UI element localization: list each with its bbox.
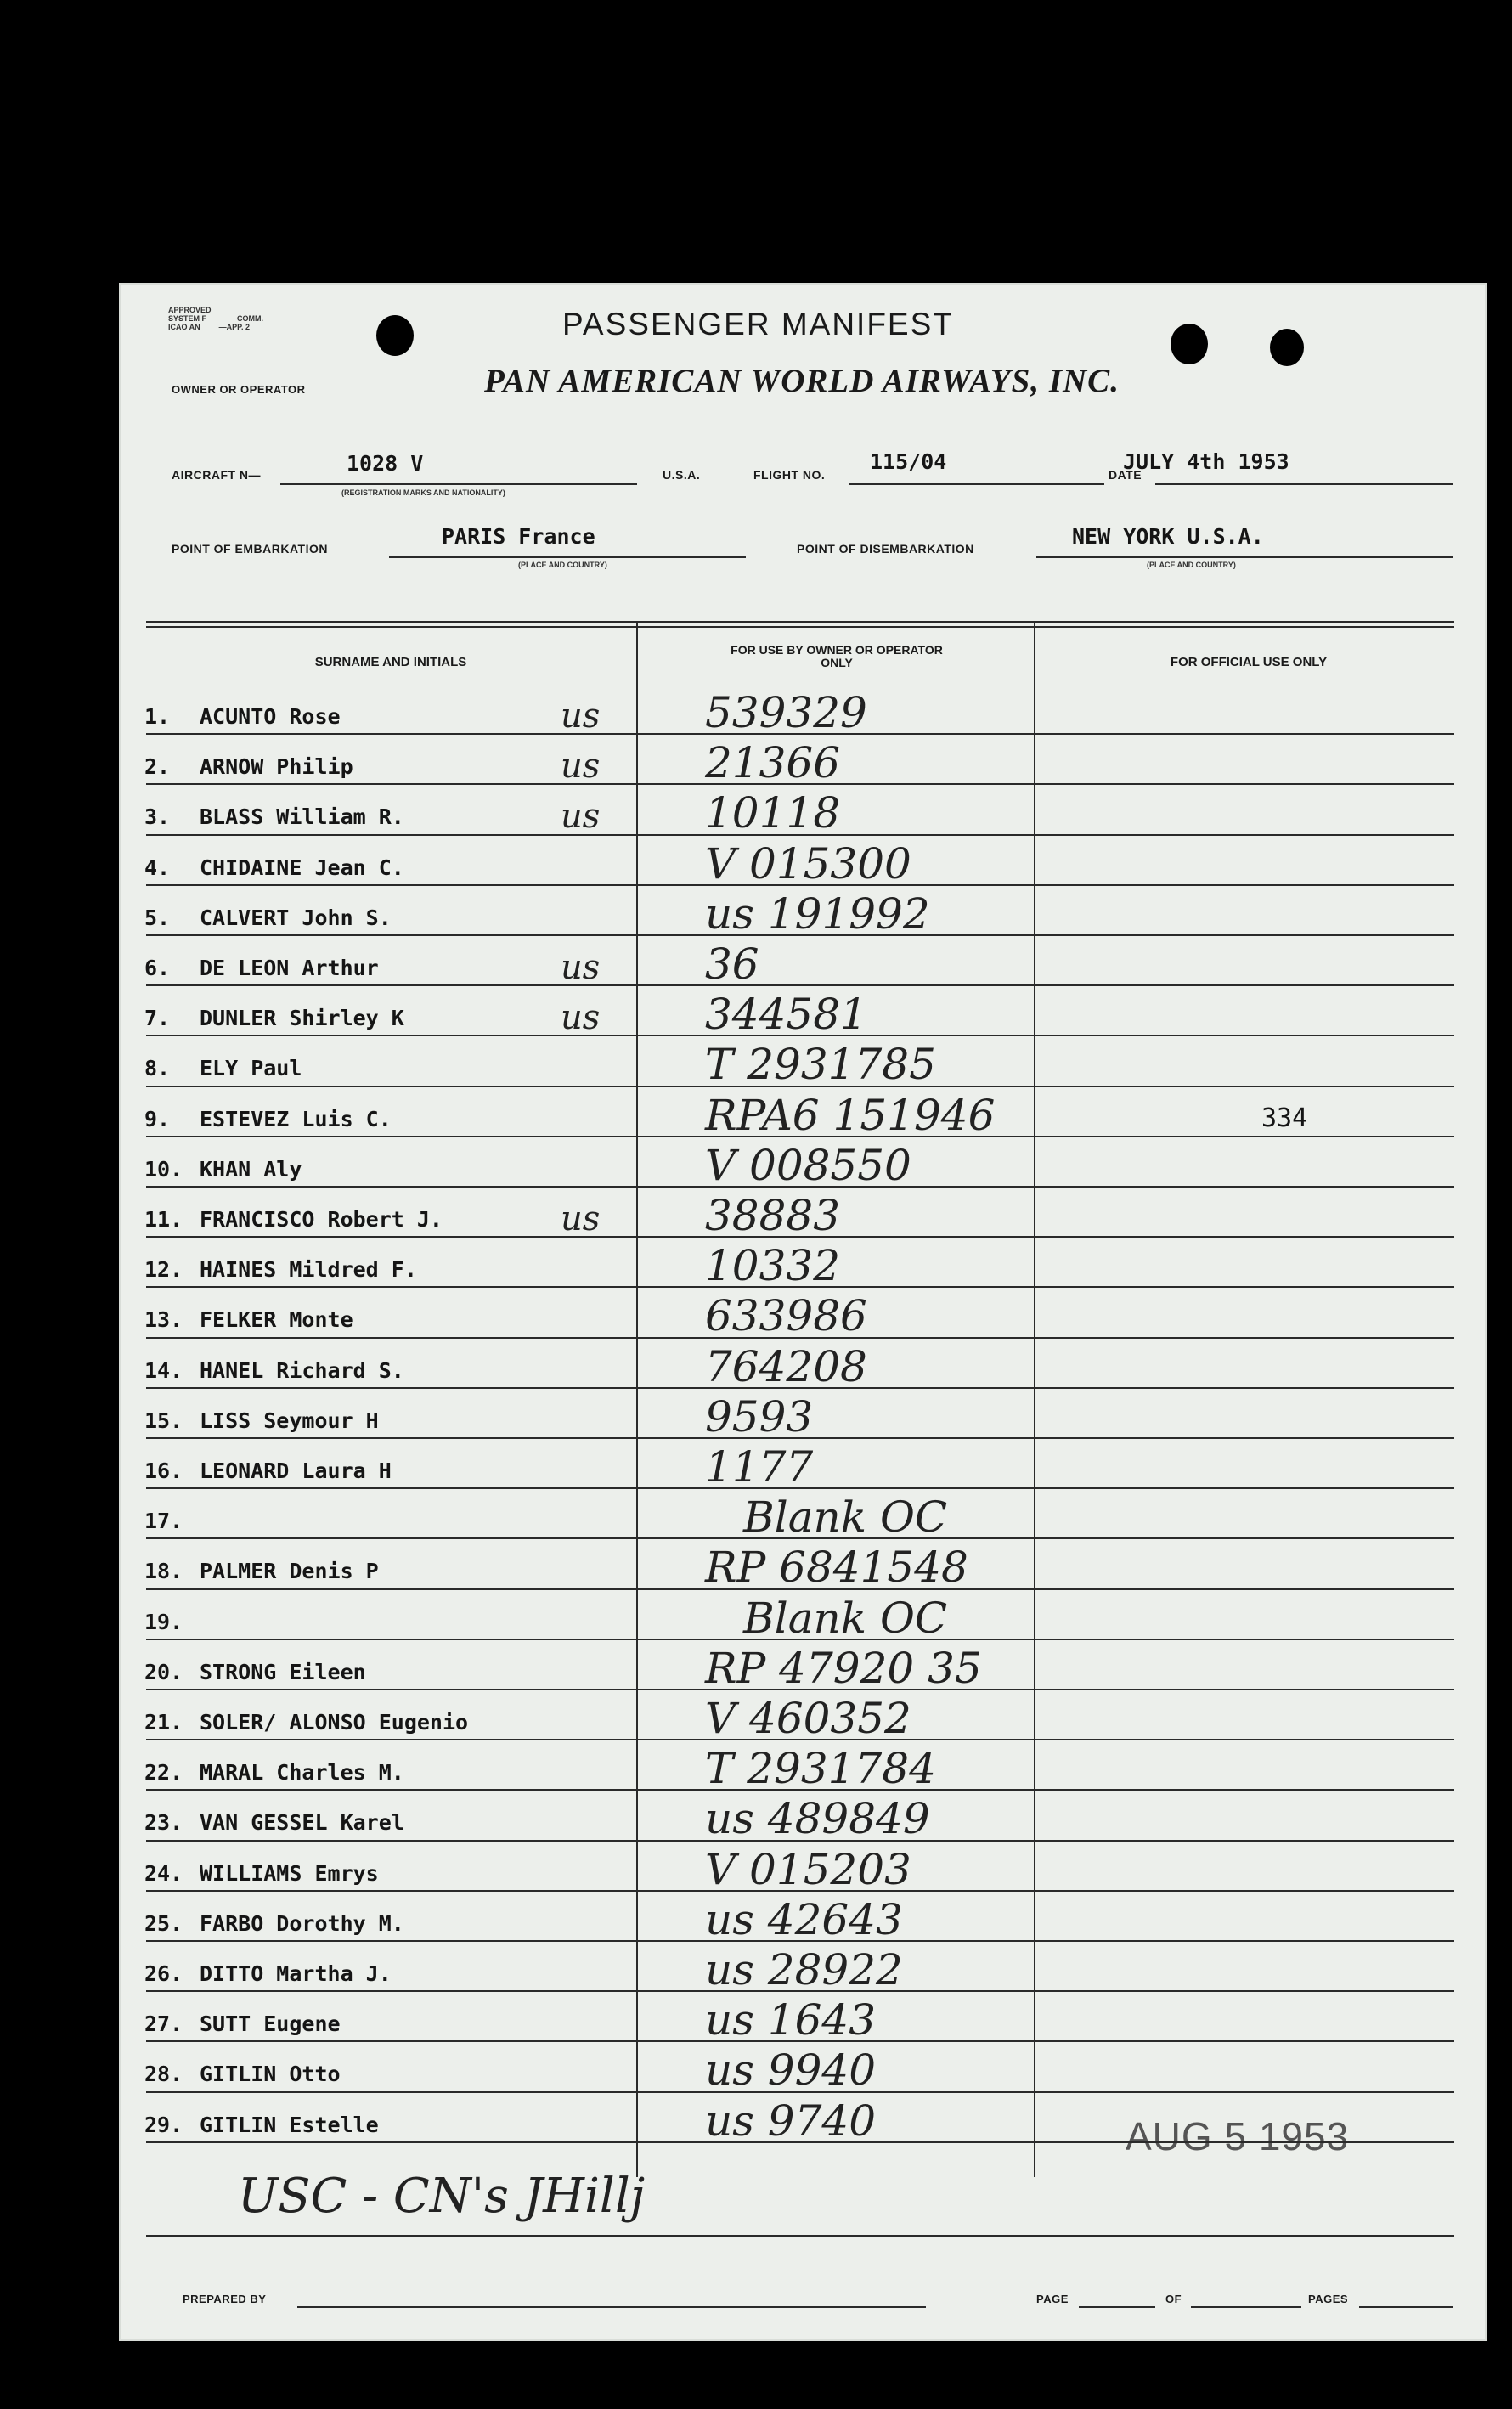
row-number: 29. xyxy=(144,2112,183,2137)
passenger-name: BLASS William R. xyxy=(200,804,404,830)
ticket-number: RPA6 151946 xyxy=(705,1090,996,1140)
passenger-row xyxy=(119,1893,1487,1944)
flight-value: 115/04 xyxy=(870,449,947,474)
row-number: 1. xyxy=(144,704,171,729)
ticket-number: Blank OC xyxy=(743,1492,948,1543)
row-number: 19. xyxy=(144,1609,183,1634)
passenger-row xyxy=(119,2095,1487,2146)
ticket-number: 10118 xyxy=(705,788,841,838)
status-mark: us xyxy=(561,797,601,837)
approval-line: —APP. 2 xyxy=(218,323,251,331)
ticket-number: 10332 xyxy=(705,1241,841,1291)
row-number: 6. xyxy=(144,956,171,980)
page-label: PAGE xyxy=(1036,2293,1069,2305)
row-number: 11. xyxy=(144,1207,183,1232)
passenger-name: LEONARD Laura H xyxy=(200,1458,392,1483)
row-number: 20. xyxy=(144,1659,183,1684)
manifest-page xyxy=(119,283,1487,2341)
ticket-number: 38883 xyxy=(705,1191,841,1240)
row-number: 13. xyxy=(144,1307,183,1333)
page-title: PASSENGER MANIFEST xyxy=(562,307,954,341)
approval-line: APPROVED xyxy=(168,306,212,314)
ticket-number: us 1643 xyxy=(705,1995,877,2045)
passenger-name: STRONG Eileen xyxy=(200,1659,366,1684)
ticket-number: us 28922 xyxy=(705,1945,903,1994)
row-number: 28. xyxy=(144,2062,183,2087)
pages-label: PAGES xyxy=(1308,2293,1349,2305)
passenger-row xyxy=(119,686,1487,737)
passenger-name: MARAL Charles M. xyxy=(200,1760,404,1786)
column-header-surname: SURNAME AND INITIALS xyxy=(314,655,467,669)
row-number: 9. xyxy=(144,1106,171,1131)
row-number: 21. xyxy=(144,1710,183,1735)
passenger-row xyxy=(119,1994,1487,2045)
passenger-row xyxy=(119,888,1487,939)
punch-hole-left xyxy=(376,315,414,356)
passenger-row xyxy=(119,736,1487,787)
ticket-number: 36 xyxy=(705,939,759,989)
date-label: DATE xyxy=(1109,468,1142,482)
row-number: 7. xyxy=(144,1006,171,1031)
passenger-row xyxy=(119,1742,1487,1793)
row-number: 10. xyxy=(144,1156,183,1182)
ticket-number: us 9940 xyxy=(705,2045,877,2096)
passenger-name: LISS Seymour H xyxy=(200,1408,379,1433)
passenger-row xyxy=(119,787,1487,838)
passenger-name: DUNLER Shirley K xyxy=(200,1006,404,1031)
usa-label: U.S.A. xyxy=(663,468,701,482)
passenger-name: FARBO Dorothy M. xyxy=(200,1910,404,1936)
owner-label: OWNER OR OPERATOR xyxy=(172,383,306,396)
row-number: 26. xyxy=(144,1961,183,1986)
passenger-row xyxy=(119,1792,1487,1843)
disembark-label: POINT OF DISEMBARKATION xyxy=(797,542,974,556)
approval-block xyxy=(168,306,304,331)
ticket-number: V 008550 xyxy=(705,1140,911,1190)
row-number: 5. xyxy=(144,905,171,930)
passenger-row xyxy=(119,1391,1487,1441)
embark-value: PARIS France xyxy=(442,524,595,549)
passenger-name: HAINES Mildred F. xyxy=(200,1257,417,1283)
passenger-row xyxy=(119,1441,1487,1492)
approval-line: ICAO AN xyxy=(168,323,200,331)
passenger-name: DE LEON Arthur xyxy=(200,956,379,980)
status-mark: us xyxy=(561,1199,601,1238)
passenger-name: HANEL Richard S. xyxy=(200,1357,404,1383)
handwritten-note: USC - CN's JHillj xyxy=(238,2169,646,2224)
passenger-row xyxy=(119,1239,1487,1290)
passenger-name: GITLIN Estelle xyxy=(200,2112,379,2137)
passenger-row xyxy=(119,1944,1487,1994)
aircraft-value: 1028 V xyxy=(347,451,424,476)
passenger-name: CHIDAINE Jean C. xyxy=(200,855,404,880)
row-number: 24. xyxy=(144,1860,183,1886)
row-number: 22. xyxy=(144,1760,183,1786)
ticket-number: 344581 xyxy=(705,990,867,1040)
punch-hole-right xyxy=(1171,324,1208,364)
passenger-name: PALMER Denis P xyxy=(200,1559,379,1584)
passenger-row xyxy=(119,1189,1487,1240)
row-number: 12. xyxy=(144,1257,183,1283)
ticket-number: us 42643 xyxy=(705,1894,903,1944)
row-number: 18. xyxy=(144,1559,183,1584)
ticket-number: 764208 xyxy=(705,1341,867,1391)
embark-label: POINT OF EMBARKATION xyxy=(172,542,328,556)
approval-line: COMM. xyxy=(237,314,264,323)
row-number: 17. xyxy=(144,1509,183,1534)
ticket-number: Blank OC xyxy=(743,1593,948,1643)
row-number: 8. xyxy=(144,1056,171,1081)
company-name: PAN AMERICAN WORLD AIRWAYS, INC. xyxy=(484,363,1120,399)
passenger-row xyxy=(119,1340,1487,1391)
aircraft-sublabel: (REGISTRATION MARKS AND NATIONALITY) xyxy=(341,488,505,497)
passenger-row xyxy=(119,1038,1487,1089)
ticket-number: 1177 xyxy=(705,1442,814,1492)
passenger-row xyxy=(119,838,1487,889)
passenger-row xyxy=(119,1491,1487,1542)
passenger-name: SOLER/ ALONSO Eugenio xyxy=(200,1710,469,1735)
row-number: 27. xyxy=(144,2011,183,2037)
column-header-official-use: FOR OFFICIAL USE ONLY xyxy=(1170,655,1328,669)
ticket-number: us 9740 xyxy=(705,2096,877,2146)
passenger-name: VAN GESSEL Karel xyxy=(200,1810,404,1836)
row-number: 23. xyxy=(144,1810,183,1836)
date-stamp: AUG 5 1953 xyxy=(1126,2114,1350,2158)
status-mark: us xyxy=(561,998,601,1038)
approval-line: SYSTEM F xyxy=(168,314,207,323)
embark-sublabel: (PLACE AND COUNTRY) xyxy=(518,561,607,569)
ticket-number: 21366 xyxy=(705,738,841,788)
passenger-name: DITTO Martha J. xyxy=(200,1961,392,1986)
passenger-name: KHAN Aly xyxy=(200,1156,302,1182)
passenger-row xyxy=(119,1089,1487,1140)
row-number: 16. xyxy=(144,1458,183,1483)
passenger-name: SUTT Eugene xyxy=(200,2011,341,2037)
ticket-number: V 015300 xyxy=(705,838,911,889)
passenger-name: ACUNTO Rose xyxy=(200,704,341,729)
ticket-number: V 015203 xyxy=(705,1844,911,1894)
status-mark: us xyxy=(561,697,601,736)
ticket-number: us 489849 xyxy=(705,1794,930,1844)
punch-hole-right-2 xyxy=(1270,329,1304,366)
passenger-name: GITLIN Otto xyxy=(200,2062,341,2087)
passenger-row xyxy=(119,1592,1487,1643)
status-mark: us xyxy=(561,747,601,787)
date-value: JULY 4th 1953 xyxy=(1123,449,1289,474)
row-number: 2. xyxy=(144,754,171,780)
prepared-by-label: PREPARED BY xyxy=(183,2293,267,2305)
official-use-value: 334 xyxy=(1261,1103,1308,1133)
of-label: OF xyxy=(1165,2293,1182,2305)
passenger-name: WILLIAMS Emrys xyxy=(200,1860,379,1886)
aircraft-label: AIRCRAFT N— xyxy=(172,468,262,482)
ticket-number: 539329 xyxy=(705,688,867,737)
passenger-row xyxy=(119,1843,1487,1894)
passenger-name: ARNOW Philip xyxy=(200,754,353,780)
ticket-number: RP 47920 35 xyxy=(705,1643,982,1693)
ticket-number: V 460352 xyxy=(705,1694,911,1743)
passenger-row xyxy=(119,1541,1487,1592)
column-header-owner-use: FOR USE BY OWNER OR OPERATOR ONLY xyxy=(731,643,943,669)
passenger-name: FELKER Monte xyxy=(200,1307,353,1333)
ticket-number: T 2931785 xyxy=(705,1040,936,1090)
passenger-name: FRANCISCO Robert J. xyxy=(200,1207,443,1232)
passenger-row xyxy=(119,1692,1487,1743)
disembark-sublabel: (PLACE AND COUNTRY) xyxy=(1147,561,1236,569)
ticket-number: T 2931784 xyxy=(705,1744,936,1794)
ticket-number: RP 6841548 xyxy=(705,1543,968,1593)
ticket-number: 633986 xyxy=(705,1291,867,1341)
row-number: 3. xyxy=(144,804,171,830)
ticket-number: 9593 xyxy=(705,1391,814,1441)
passenger-row xyxy=(119,1139,1487,1190)
row-number: 15. xyxy=(144,1408,183,1433)
passenger-name: ESTEVEZ Luis C. xyxy=(200,1106,392,1131)
passenger-row xyxy=(119,2044,1487,2095)
passenger-row xyxy=(119,1642,1487,1693)
passenger-row xyxy=(119,1289,1487,1340)
ticket-number: us 191992 xyxy=(705,889,930,939)
flight-label: FLIGHT NO. xyxy=(753,468,826,482)
passenger-name: CALVERT John S. xyxy=(200,905,392,930)
passenger-name: ELY Paul xyxy=(200,1056,302,1081)
passenger-row xyxy=(119,988,1487,1039)
row-number: 25. xyxy=(144,1910,183,1936)
status-mark: us xyxy=(561,948,601,987)
passenger-row xyxy=(119,938,1487,989)
row-number: 14. xyxy=(144,1357,183,1383)
disembark-value: NEW YORK U.S.A. xyxy=(1072,524,1264,549)
row-number: 4. xyxy=(144,855,171,880)
